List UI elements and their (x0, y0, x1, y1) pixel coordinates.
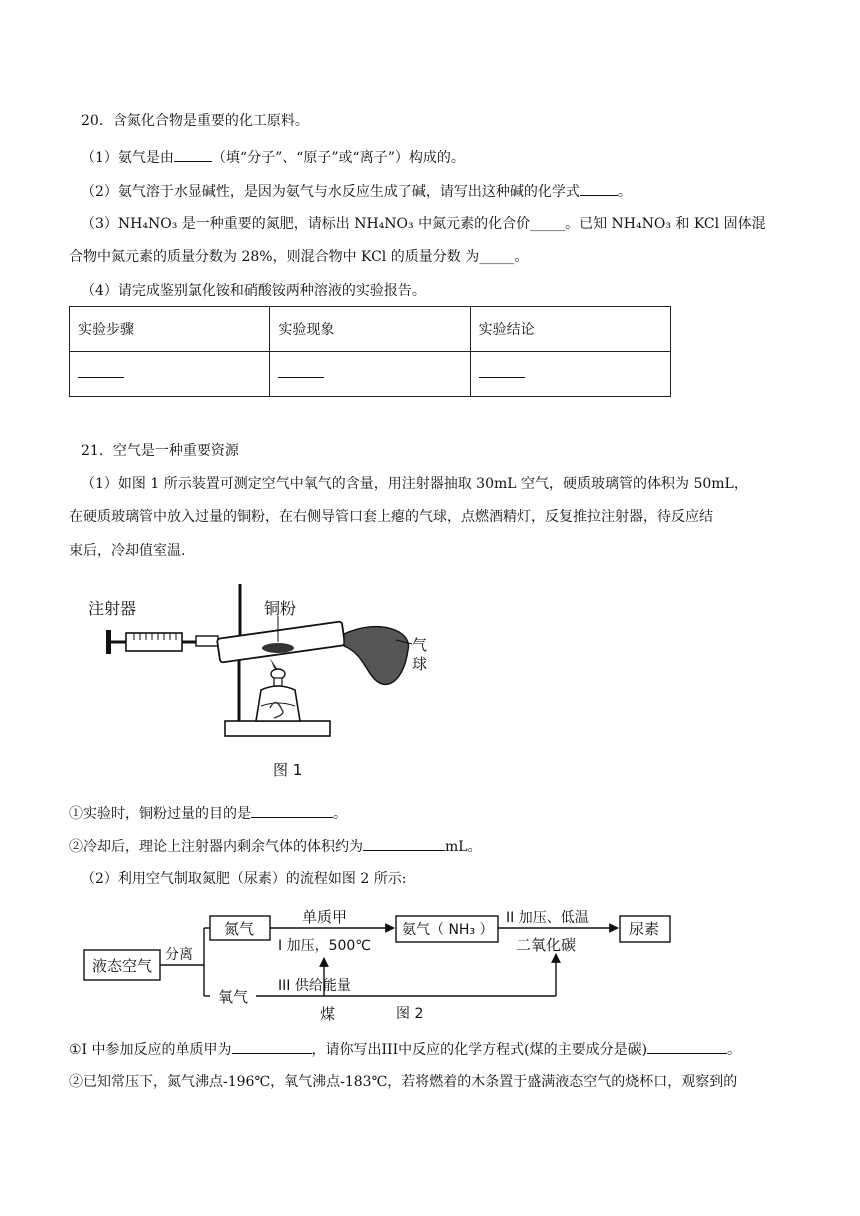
rubber-tube (196, 636, 218, 646)
q20-part1-blank[interactable] (174, 147, 212, 162)
q21-sub2-blank[interactable] (363, 836, 445, 851)
step3-label: III 供给能量 (278, 978, 351, 994)
coal-label: 煤 (320, 1005, 336, 1023)
q21-sub2 (69, 836, 482, 857)
nitrogen-label: 氮气 (224, 920, 255, 938)
balloon-label-2: 球 (412, 655, 428, 673)
oxygen-label: 氧气 (218, 988, 249, 1006)
q21-sub1 (69, 803, 347, 824)
q21-sub3 (69, 1039, 741, 1060)
q21-sub3-blank-2[interactable] (647, 1039, 727, 1054)
q21-title: 21．空气是一种重要资源 (81, 443, 239, 459)
q20-part2 (81, 181, 632, 202)
q20-part2-blank[interactable] (580, 181, 618, 196)
q21-sub2-text-a: ②冷却后，理论上注射器内剩余气体的体积约为 (69, 839, 363, 855)
q20-part2-text-b: 。 (617, 184, 632, 200)
q21-part1-line2: 在硬质玻璃管中放入过量的铜粉，在右侧导管口套上瘪的气球，点燃酒精灯，反复推拉注射器，待反应结 (69, 509, 713, 525)
experiment-report-table (69, 306, 671, 397)
co2-label: 二氧化碳 (516, 936, 577, 954)
table-header-phenomena: 实验现象 (270, 307, 470, 352)
answer-blank[interactable] (78, 367, 124, 378)
syringe-label: 注射器 (88, 599, 137, 618)
q20-title: 20．含氮化合物是重要的化工原料。 (81, 113, 309, 129)
q20-part1 (81, 147, 465, 168)
figure-2-flowchart (78, 902, 678, 1027)
figure-1-apparatus (78, 578, 438, 783)
q21-sub1-blank[interactable] (251, 803, 333, 818)
table-cell-steps[interactable] (70, 352, 270, 397)
answer-blank[interactable] (278, 367, 324, 378)
table-header-steps: 实验步骤 (70, 307, 270, 352)
table-row (70, 352, 671, 397)
q21-part1-line3: 束后，冷却值室温. (69, 543, 186, 559)
q21-part1-line1: （1）如图 1 所示装置可测定空气中氧气的含量，用注射器抽取 30mL 空气，硬质玻璃管的体积为 50mL， (81, 476, 748, 492)
figure-2-caption: 图 2 (396, 1006, 424, 1022)
q20-part2-text-a: （2）氨气溶于水显碱性，是因为氨气与水反应生成了碱，请写出这种碱的化学式 (81, 184, 580, 200)
q21-sub4: ②已知常压下，氮气沸点-196℃，氧气沸点-183℃，若将燃着的木条置于盛满液态空气的烧杯口，观察到的 (69, 1074, 738, 1090)
urea-label: 尿素 (629, 920, 660, 938)
copper-powder (262, 643, 294, 653)
q21-sub1-text-b: 。 (333, 806, 347, 822)
table-cell-conclusion[interactable] (470, 352, 670, 397)
figure-1-caption: 图 1 (273, 761, 303, 779)
balloon (344, 627, 408, 685)
syringe (106, 630, 196, 654)
q21-sub3-text-a: ①I 中参加反应的单质甲为 (69, 1042, 232, 1058)
stand-base (225, 721, 330, 736)
q21-sub3-text-b: ，请你写出III中反应的化学方程式(煤的主要成分是碳) (311, 1042, 648, 1058)
answer-blank[interactable] (479, 367, 525, 378)
table-header-row (70, 307, 671, 352)
q20-part3-line1: （3）NH₄NO₃ 是一种重要的氮肥，请标出 NH₄NO₃ 中氮元素的化合价_____。已知 NH₄NO₃ 和 KCl 固体混 (81, 216, 766, 232)
alcohol-lamp (256, 658, 300, 721)
q21-sub3-text-c: 。 (727, 1042, 742, 1058)
step2-label: II 加压、低温 (506, 910, 589, 926)
separate-label: 分离 (165, 947, 193, 963)
ammonia-label: 氨气（ NH₃ ） (402, 922, 494, 938)
table-header-conclusion: 实验结论 (470, 307, 670, 352)
q21-sub1-text-a: ①实验时，铜粉过量的目的是 (69, 806, 251, 822)
step1-label: I 加压，500℃ (278, 938, 372, 954)
q20-part4: （4）请完成鉴别氯化铵和硝酸铵两种溶液的实验报告。 (81, 283, 426, 299)
q21-part2: （2）利用空气制取氮肥（尿素）的流程如图 2 所示: (81, 871, 407, 887)
copper-label: 铜粉 (264, 599, 297, 618)
q21-sub2-text-b: mL。 (445, 839, 482, 855)
q21-sub3-blank-1[interactable] (232, 1039, 312, 1054)
q20-part3-line2: 合物中氮元素的质量分数为 28%，则混合物中 KCl 的质量分数 为_____。 (69, 249, 529, 265)
q20-part1-text-a: （1）氨气是由 (81, 150, 174, 166)
balloon-label-1: 气 (412, 636, 428, 654)
liquid-air-label: 液态空气 (92, 957, 153, 975)
table-cell-phenomena[interactable] (270, 352, 470, 397)
substance-a-label: 单质甲 (302, 908, 348, 926)
glass-tube (217, 621, 345, 662)
q20-part1-text-b: （填“分子”、“原子”或“离子”）构成的。 (211, 150, 465, 166)
